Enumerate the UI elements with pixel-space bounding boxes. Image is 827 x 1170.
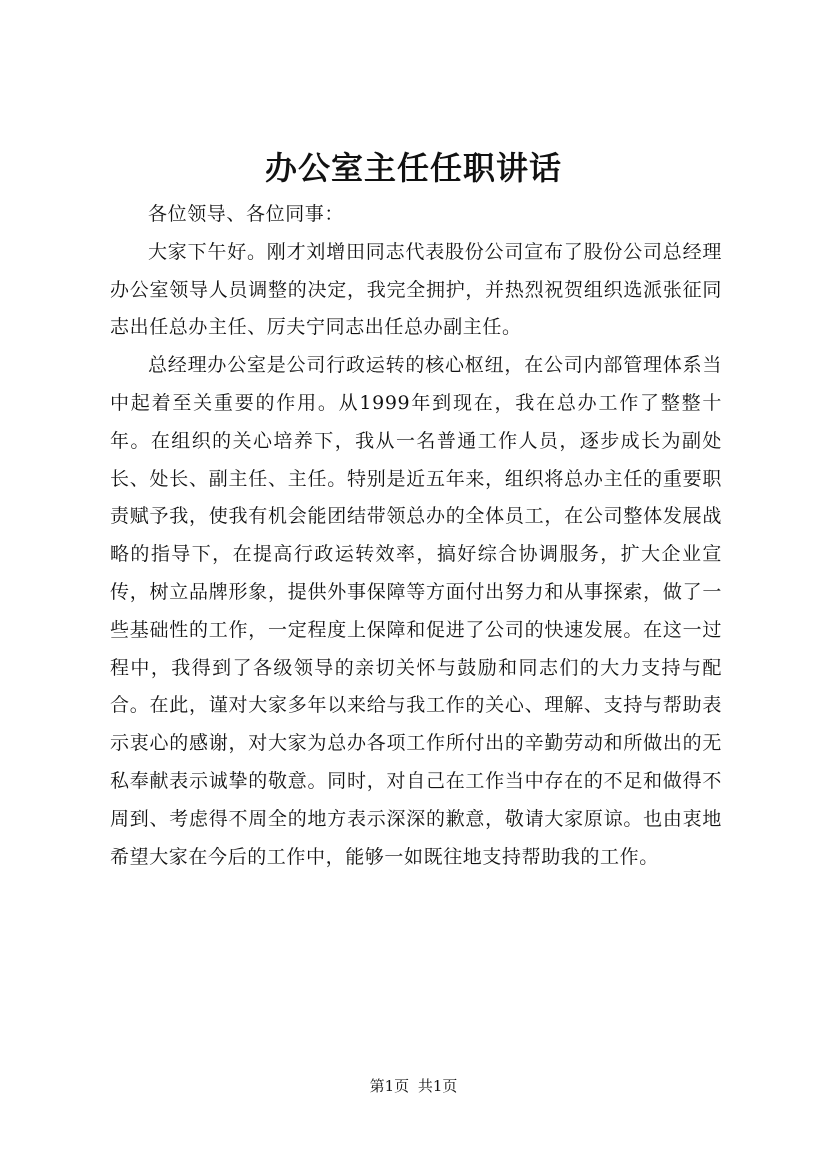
page-number: 第1页 — [369, 1077, 410, 1095]
salutation: 各位领导、各位同事： — [148, 203, 345, 225]
page-footer — [0, 1075, 827, 1097]
document-body — [110, 196, 722, 876]
document-title: 办公室主任任职讲话 — [264, 149, 562, 187]
paragraph-main: 总经理办公室是公司行政运转的核心枢纽，在公司内部管理体系当中起着至关重要的作用。从1999年到现在，我在总办工作了整整十年。在组织的关心培养下，我从一名普通工作人员，逐步成长为副处长、处长、副主任、主任。特别是近五年来，组织将总办主任的重要职责赋予我，使我有机会能团结带领总办的全体员工，在公司整体发展战略的指导下，在提高行政运转效率，搞好综合协调服务，扩大企业宣传，树立品牌形象，提供外事保障等方面付出努力和从事探索，做了一些基础性的工作，一定程度上保障和促进了公司的快速发展。在这一过程中，我得到了各级领导的亲切关怀与鼓励和同志们的大力支持与配合。在此，谨对大家多年以来给与我工作的关心、理解、支持与帮助表示衷心的感谢，对大家为总办各项工作所付出的辛勤劳动和所做出的无私奉献表示诚挚的敬意。同时，对自己在工作当中存在的不足和做得不周到、考虑得不周全的地方表示深深的歉意，敬请大家原谅。也由衷地希望大家在今后的工作中，能够一如既往地支持帮助我的工作。 — [110, 354, 722, 868]
page-total: 共1页 — [417, 1077, 458, 1095]
paragraph-greeting: 大家下午好。刚才刘增田同志代表股份公司宣布了股份公司总经理办公室领导人员调整的决定，我完全拥护，并热烈祝贺组织选派张征同志出任总办主任、厉夫宁同志出任总办副主任。 — [110, 240, 722, 339]
